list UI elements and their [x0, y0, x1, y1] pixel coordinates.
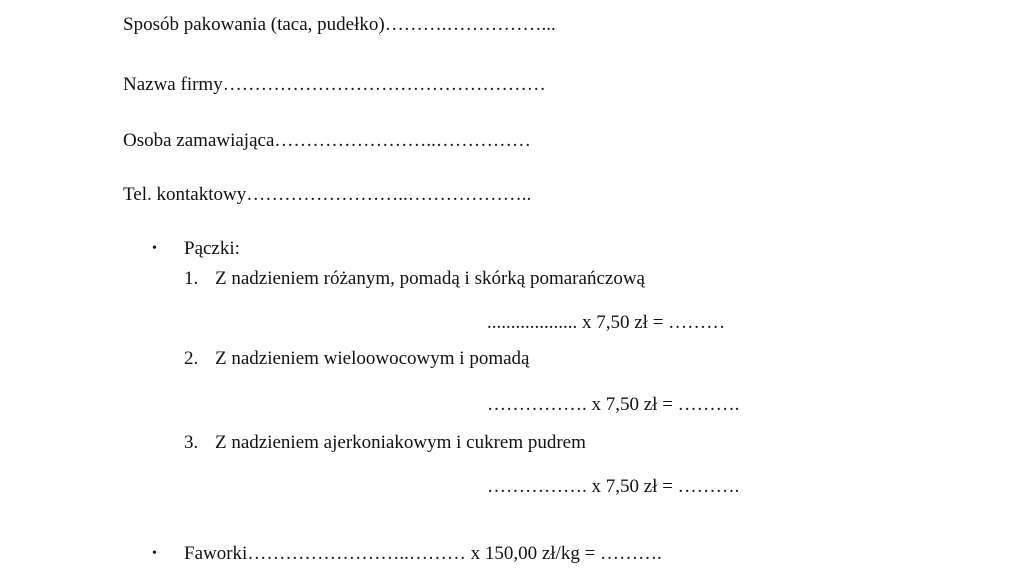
item-name: Z nadzieniem wieloowocowym i pomadą	[215, 348, 530, 369]
item-number: 2.	[184, 348, 199, 369]
paczki-item-2	[184, 348, 529, 370]
item-number: 1.	[184, 268, 199, 289]
item-number: 3.	[184, 432, 199, 453]
paczki-item-1	[184, 268, 645, 290]
contact-phone-field: Tel. kontaktowy……………………..………………..	[123, 184, 532, 205]
item-name: Z nadzieniem ajerkoniakowym i cukrem pudrem	[215, 432, 586, 453]
paczki-item-3	[184, 432, 586, 454]
paczki-bullet: •	[152, 241, 157, 256]
paczki-heading: Pączki:	[184, 238, 240, 259]
paczki-item-1-price: ................... x 7,50 zł = ………	[487, 312, 726, 333]
paczki-item-2-price: ……………. x 7,50 zł = ……….	[487, 394, 740, 415]
faworki-line: Faworki……………………..……… x 150,00 zł/kg = ……….	[184, 543, 662, 564]
paczki-item-3-price: ……………. x 7,50 zł = ……….	[487, 476, 740, 497]
company-name-field: Nazwa firmy……………………………………………	[123, 74, 546, 95]
packaging-method-field: Sposób pakowania (taca, pudełko)……….……………...	[123, 14, 556, 35]
ordering-person-field: Osoba zamawiająca……………………..……………	[123, 130, 531, 151]
faworki-bullet: •	[152, 546, 157, 561]
item-name: Z nadzieniem różanym, pomadą i skórką pomarańczową	[215, 268, 645, 289]
